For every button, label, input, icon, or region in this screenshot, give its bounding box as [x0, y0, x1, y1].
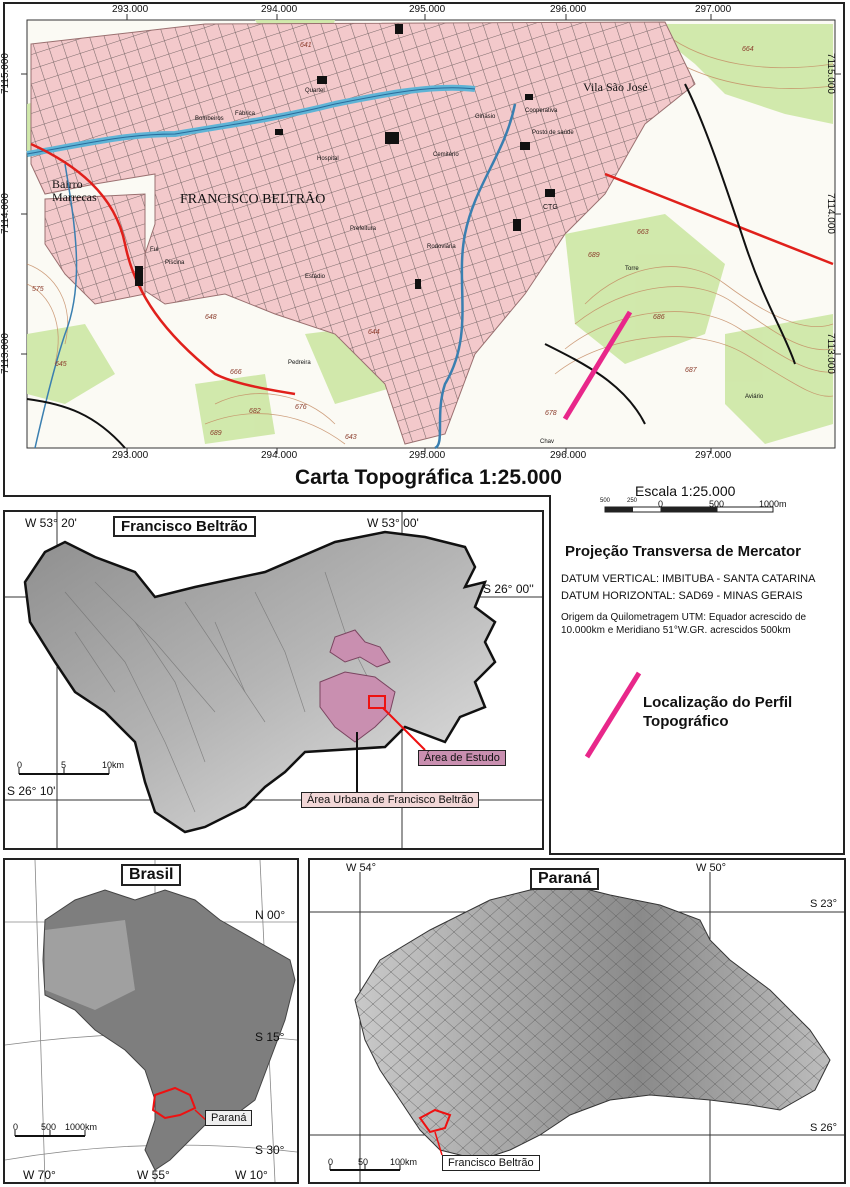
lon-label: W 53° 00'	[367, 516, 419, 530]
elevation-label: 676	[295, 404, 307, 411]
feature-label: Fábrica	[235, 111, 256, 117]
brazil-map	[5, 860, 297, 1182]
projection-title: Projeção Transversa de Mercator	[565, 543, 801, 560]
lat-label: S 26° 00''	[483, 582, 534, 596]
elevation-label: 664	[742, 46, 754, 53]
scale-tick: 5	[61, 760, 67, 770]
scale-tick: 0	[658, 499, 664, 509]
x-tick-bottom-293: 293.000	[112, 450, 149, 461]
scale-tick: 250	[627, 498, 638, 504]
parana-title: Paraná	[530, 868, 599, 890]
datum-vertical: DATUM VERTICAL: IMBITUBA - SANTA CATARINA	[561, 573, 816, 585]
scale-tick: 50	[358, 1157, 369, 1167]
parana-map	[310, 860, 844, 1182]
profile-legend-symbol	[579, 665, 649, 765]
x-tick-bottom-294: 294.000	[261, 450, 298, 461]
municipality-boundary	[25, 532, 495, 832]
feature-label: Torre	[625, 266, 639, 272]
scale-label: Escala 1:25.000	[635, 483, 736, 499]
feature-label: Prefeitura	[350, 226, 377, 232]
feature-label: Aviário	[745, 394, 764, 400]
y-tick-right-7113: 7113.000	[824, 333, 836, 374]
scale-tick: 0	[13, 1122, 19, 1132]
y-tick-left-7114: 7114.000	[0, 193, 11, 234]
feature-label: Posto de saúde	[532, 130, 574, 136]
x-tick-bottom-295: 295.000	[409, 450, 446, 461]
x-tick-top-295: 295.000	[409, 4, 446, 15]
scale-tick: 500	[600, 498, 611, 504]
topographic-map	[5, 4, 843, 495]
feature-label: CTG	[543, 204, 558, 211]
scale-tick: 1000m	[759, 499, 787, 509]
francisco-beltrao-callout: Francisco Beltrão	[442, 1155, 540, 1171]
lat-label: S 30°	[255, 1143, 285, 1157]
elevation-label: 682	[249, 408, 261, 415]
vila-label: Vila São José	[583, 80, 648, 94]
lon-label: W 10°	[235, 1168, 268, 1182]
scale-tick: 100km	[390, 1157, 418, 1167]
profile-legend-label: Localização do Perfil Topográfico	[643, 694, 793, 730]
municipality-title: Francisco Beltrão	[113, 516, 256, 537]
feature-label: Chav	[540, 439, 555, 445]
scale-tick: 1000km	[65, 1122, 98, 1132]
lon-label: W 54°	[346, 862, 377, 874]
lon-label: W 70°	[23, 1168, 56, 1182]
y-tick-right-7114: 7114.000	[824, 193, 836, 234]
parana-callout: Paraná	[205, 1110, 252, 1126]
elevation-label: 687	[685, 367, 697, 374]
y-tick-left-7115: 7115.000	[0, 53, 11, 94]
lat-label: S 23°	[810, 898, 838, 910]
feature-label: Bombeiros	[195, 116, 224, 122]
city-label: FRANCISCO BELTRÃO	[180, 192, 326, 207]
scale-tick: 0	[17, 760, 23, 770]
lat-label: S 15°	[255, 1030, 285, 1044]
x-tick-top-296: 296.000	[550, 4, 587, 15]
parana-map-panel	[308, 858, 846, 1184]
study-area-callout: Área de Estudo	[418, 750, 506, 766]
y-tick-right-7115: 7115.000	[824, 53, 836, 94]
brazil-title: Brasil	[121, 864, 181, 886]
elevation-label: 641	[300, 42, 312, 49]
lat-label: N 00°	[255, 908, 286, 922]
lon-label: W 50°	[696, 862, 727, 874]
brazil-map-panel	[3, 858, 299, 1184]
scale-tick: 10km	[102, 760, 125, 770]
lon-label: W 55°	[137, 1168, 170, 1182]
x-tick-top-293: 293.000	[112, 4, 149, 15]
scale-tick: 0	[328, 1157, 334, 1167]
datum-horizontal: DATUM HORIZONTAL: SAD69 - MINAS GERAIS	[561, 590, 803, 602]
feature-label: Pedreira	[288, 360, 311, 366]
lat-label: S 26° 10'	[7, 784, 56, 798]
x-tick-top-294: 294.000	[261, 4, 298, 15]
legend-panel	[549, 483, 845, 855]
feature-label: Piscina	[165, 260, 185, 266]
bairro-label: Bairro Marrecas	[52, 177, 97, 204]
x-tick-bottom-296: 296.000	[550, 450, 587, 461]
lat-label: S 26°	[810, 1122, 838, 1134]
elevation-label: 666	[230, 369, 242, 376]
feature-label: Ful	[150, 247, 159, 253]
elevation-label: 678	[545, 410, 557, 417]
utm-origin: Origem da Quilometragem UTM: Equador acrescido de 10.000km e Meridiano 51°W.GR. acrescidos 500km	[561, 612, 807, 636]
elevation-label: 648	[205, 314, 217, 321]
elevation-label: 689	[210, 430, 222, 437]
feature-label: Hospital	[317, 156, 339, 162]
scale-tick: 500	[41, 1122, 57, 1132]
feature-label: Quartel	[305, 88, 325, 94]
topographic-map-title: Carta Topográfica 1:25.000	[295, 466, 562, 489]
y-tick-left-7113: 7113.000	[0, 333, 11, 374]
elevation-label: 686	[653, 314, 665, 321]
feature-label: Rodoviária	[427, 244, 456, 250]
feature-label: Estádio	[305, 274, 326, 280]
elevation-label: 643	[345, 434, 357, 441]
elevation-label: 644	[368, 329, 380, 336]
urban-area-callout: Área Urbana de Francisco Beltrão	[301, 792, 479, 808]
scale-tick: 500	[709, 499, 725, 509]
feature-label: Ginásio	[475, 114, 496, 120]
elevation-label: 689	[588, 252, 600, 259]
topographic-map-panel	[0, 2, 845, 497]
feature-label: Cemitério	[433, 152, 459, 158]
elevation-label: 645	[55, 361, 67, 368]
lon-label: W 53° 20'	[25, 516, 77, 530]
feature-label: Cooperativa	[525, 108, 558, 114]
elevation-label: 575	[32, 286, 44, 293]
municipality-map-panel	[3, 510, 544, 850]
x-tick-top-297: 297.000	[695, 4, 732, 15]
x-tick-bottom-297: 297.000	[695, 450, 732, 461]
elevation-label: 663	[637, 229, 649, 236]
